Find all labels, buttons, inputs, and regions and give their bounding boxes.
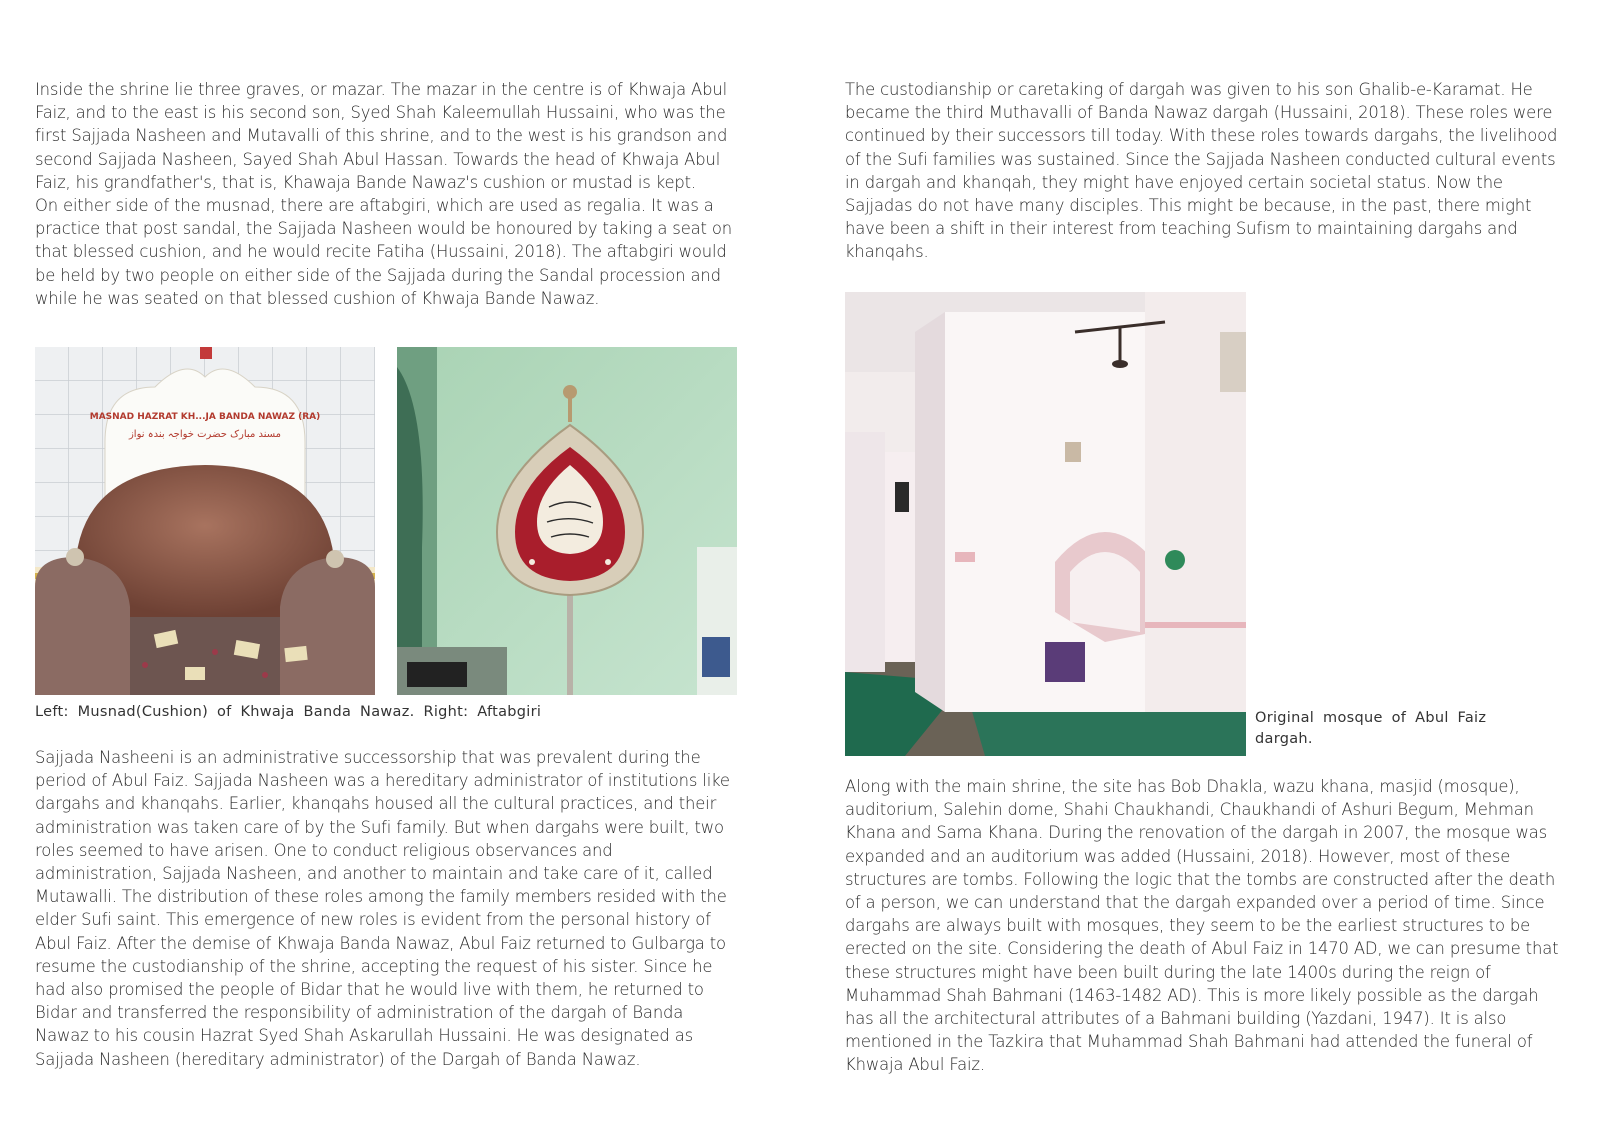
right-photo-caption: Original mosque of Abul Faiz dargah. [1255,710,1487,747]
right-paragraph-1: The custodianship or caretaking of dargah was given to his son Ghalib-e-Karamat. He became the third Muthavalli of Banda Nawaz dargah (Hussaini, 2018). These roles were continued by their successors till today. With these roles towards dargahs, the livelihood of the Sufi families was sustained. Since the Sajjada Nasheen conducted cultural events in dargah and khanqah, they might have enjoyed certain societal status. Now the Sajjadas do not have many disciples. This might be because, in the past, there might have been a shift in their interest from teaching Sufism to maintaining dargahs and khanqahs. [845,80,1558,262]
musnad-photo [35,347,375,695]
left-paragraph-2: On either side of the musnad, there are aftabgiri, which are used as regalia. It was a practice that post sandal, the Sajjada Nasheen would be honoured by taking a seat on that blessed cushion, and he would recite Fatiha (Hussaini, 2018). The aftabgiri would be held by two people on either side of the Sajjada during the Sandal procession and while he was seated on that blessed cushion of Khwaja Bande Nawaz. [35,196,732,308]
musnad-sign-line-1: MASNAD HAZRAT KH...JA BANDA NAWAZ (RA) [89,412,321,422]
mosque-photo [845,292,1246,756]
musnad-sign-line-2: مسند مبارک حضرت خواجہ بندہ نواز [128,429,282,440]
right-paragraph-2: Along with the main shrine, the site has Bob Dhakla, wazu khana, masjid (mosque), auditorium, Salehin dome, Shahi Chaukhandi, Chaukhandi of Ashuri Begum, Mehman Khana and Sama Khana. During the renovation of the dargah in 2007, the mosque was expanded and an auditorium was added (Hussaini, 2018). However, most of these structures are tombs. Following the logic that the tombs are constructed after the death of a person, we can understand that the dargah expanded over a period of time. Since dargahs are always built with mosques, they seem to be the earliest structures to be erected on the site. Considering the death of Abul Faiz in 1470 AD, we can presume that these structures might have been built during the late 1400s during the reign of Muhammad Shah Bahmani (1463-1482 AD). This is more likely possible as the dargah has all the architectural attributes of a Bahmani building (Yazdani, 1947). It is also mentioned in the Tazkira that Muhammad Shah Bahmani had attended the funeral of Khwaja Abul Faiz. [845,777,1559,1075]
left-paragraph-1: Inside the shrine lie three graves, or mazar. The mazar in the centre is of Khwaja Abul Faiz, and to the east is his second son, Syed Shah Kaleemullah Hussaini, who was the first Sajjada Nasheen and Mutavalli of this shrine, and to the west is his grandson and second Sajjada Nasheen, Sayed Shah Abul Hassan. Towards the head of Khwaja Abul Faiz, his grandfather's, that is, Khawaja Bande Nawaz's cushion or mustad is kept. [35,80,728,192]
left-photo-caption: Left: Musnad(Cushion) of Khwaja Banda Nawaz. Right: Aftabgiri [35,704,542,720]
aftabgiri-photo [397,347,737,695]
left-paragraph-3: Sajjada Nasheeni is an administrative successorship that was prevalent during the period of Abul Faiz. Sajjada Nasheen was a hereditary administrator of institutions like dargahs and khanqahs. Earlier, khanqahs housed all the cultural practices, and their administration was taken care of by the Sufi family. But when dargahs were built, two roles seemed to have arisen. One to conduct religious observances and administration, Sajjada Nasheen, and another to maintain and take care of it, called Mutawalli. The distribution of these roles among the family members resided with the elder Sufi saint. This emergence of new roles is evident from the personal history of Abul Faiz. After the demise of Khwaja Banda Nawaz, Abul Faiz returned to Gulbarga to resume the custodianship of the shrine, accepting the request of his sister. Since he had also promised the people of Bidar that he would live with them, he returned to Bidar and transferred the responsibility of administration of the dargah of Banda Nawaz to his cousin Hazrat Syed Shah Askarullah Hussaini. He was designated as Sajjada Nasheen (hereditary administrator) of the Dargah of Banda Nawaz. [35,748,730,1069]
